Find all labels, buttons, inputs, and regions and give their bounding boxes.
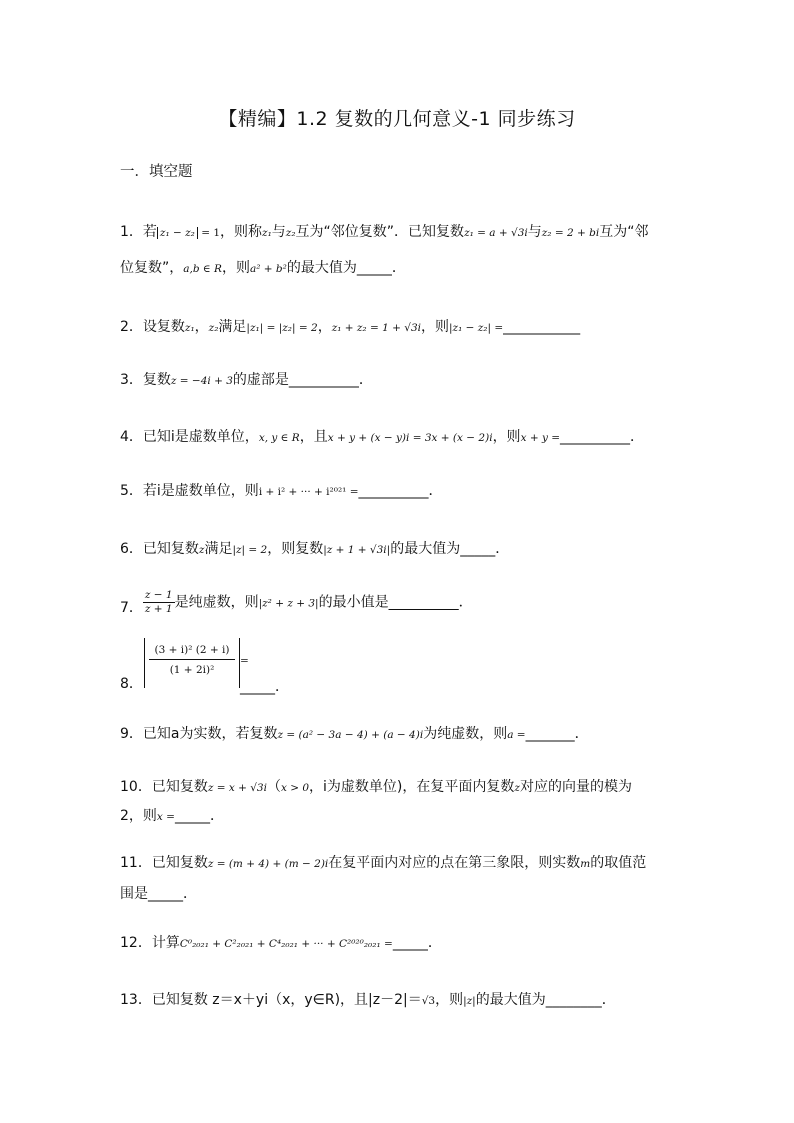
question-8-equals: = [240,655,249,667]
math-expr: x > 0 [280,782,310,794]
question-4: 4．已知i是虚数单位，x, y ∈ R，且x + y + (x − y)i = 3x + (x − 2)i，则x + y =__________． [120,429,645,445]
math-expr: z₂ [208,322,219,334]
math-expr: a,b ∈ R [183,263,222,275]
math-expr: m [580,858,591,870]
math-expr: a² + b² [249,263,287,275]
math-expr: z₂ [285,227,296,239]
math-expr: z₁ = a + √3i [464,227,528,239]
question-5: 5．若i是虚数单位，则i + i² + ··· + i²⁰²¹ =__________． [120,483,443,499]
question-11-line-2: 围是_____． [120,886,197,902]
question-12: 12．计算C⁰₂₀₂₁ + C²₂₀₂₁ + C⁴₂₀₂₁ + ··· + C²⁰²⁰₂₀₂₁ =_____． [120,935,442,951]
absolute-value-fraction: (3 + i)² (2 + i) (1 + 2i)² [144,638,240,688]
math-expr: x = [156,811,175,823]
question-8-number: 8． [120,676,143,692]
question-7: 7． $\frac{z - 1}{z + 1}$ 是纯虚数，则|z² + z + 3|的最小值是__________． [120,589,473,616]
math-expr: z = (a² − 3a − 4) + (a − 4)i [277,729,424,741]
math-expr: z [198,544,205,556]
question-3: 3．复数z = −4i + 3的虚部是__________． [120,372,373,388]
math-expr: z₁ [184,322,195,334]
math-expr: z = x + √3i [207,782,267,794]
question-8-blank: _____． [240,679,289,695]
math-expr: z₁ − z₂ [157,227,198,239]
math-expr: z = −4i + 3 [170,375,233,387]
question-11: 11．已知复数z = (m + 4) + (m − 2)i在复平面内对应的点在第三象限，则实数m的取值范 [120,855,647,871]
fraction: $\frac{z - 1}{z + 1}$ [144,589,173,615]
math-expr: √3 [421,995,436,1007]
question-10: 10．已知复数z = x + √3i（x > 0，i为虚数单位)，在复平面内复数z对应的向量的模为 [120,779,632,795]
question-9: 9．已知a为实数，若复数z = (a² − 3a − 4) + (a − 4)i为纯虚数，则a =_______． [120,726,589,742]
math-expr: |z| = 2 [232,544,268,556]
question-1: 1．若 z₁ − z₂ = 1，则称z₁与z₂互为“邻位复数”．已知复数z₁ = a + √3i与z₂ = 2 + bi互为“邻 [120,224,649,240]
math-expr: a = [507,729,526,741]
math-expr: z₁ [262,227,272,239]
section-heading: 一．填空题 [120,164,193,180]
question-6: 6．已知复数z满足|z| = 2，则复数|z + 1 + √3i|的最大值为_____． [120,541,510,557]
math-expr: |z + 1 + √3i| [323,544,391,556]
math-expr: z [514,782,520,794]
math-expr: x + y + (x − y)i = 3x + (x − 2)i [327,432,493,444]
math-expr: |z| [463,995,476,1007]
math-expr: |z₁ − z₂| = [449,322,504,334]
math-expr: i + i² + ··· + i²⁰²¹ = [258,486,359,498]
math-expr: |z² + z + 3| [258,597,319,610]
question-13: 13．已知复数 z＝x＋yi（x，y∈R)，且|z－2|＝√3，则|z|的最大值为________． [120,992,616,1008]
question-10-line-2: 2，则x =_____． [120,808,224,824]
math-expr: C⁰₂₀₂₁ + C²₂₀₂₁ + C⁴₂₀₂₁ + ··· + C²⁰²⁰₂₀₂₁ = [179,938,393,950]
question-2: 2．设复数z₁，z₂满足|z₁| = |z₂| = 2，z₁ + z₂ = 1 + √3i，则|z₁ − z₂| =___________ [120,319,581,335]
math-expr: x, y ∈ R [258,432,300,444]
math-expr: |z₁| = |z₂| = 2 [246,322,318,334]
question-1-line-2: 位复数”，a,b ∈ R，则a² + b²的最大值为_____． [120,260,406,276]
math-expr: x + y = [520,432,561,444]
math-expr: z₁ + z₂ = 1 + √3i [331,322,421,334]
math-expr: z = (m + 4) + (m − 2)i [207,858,329,870]
math-expr: z₂ = 2 + bi [541,227,600,239]
page-title: 【精编】1.2 复数的几何意义-1 同步练习 [218,108,576,130]
